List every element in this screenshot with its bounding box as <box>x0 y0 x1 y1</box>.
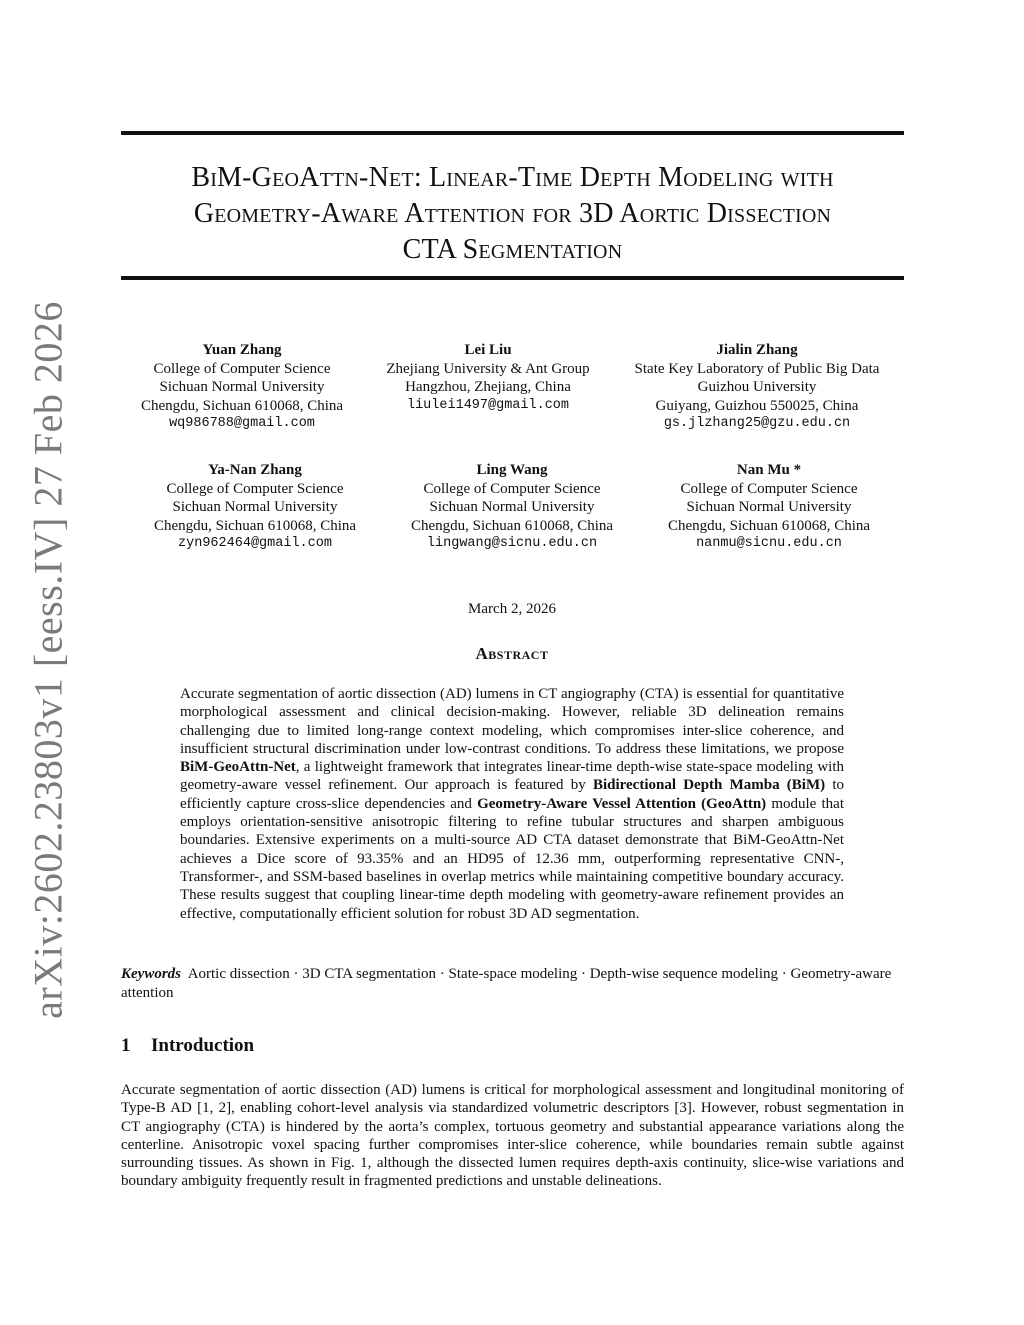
title-line: Geometry-Aware Attention for 3D Aortic Dissection <box>193 198 832 229</box>
author-block <box>624 461 914 554</box>
author-email[interactable]: wq986788@gmail.com <box>169 416 315 431</box>
author-affiliation: Chengdu, Sichuan 610068, China <box>410 517 614 534</box>
keywords <box>121 965 904 1003</box>
abstract-heading: Abstract <box>475 644 549 663</box>
author-name: Nan Mu * <box>736 462 802 478</box>
abstract-text: module that employs orientation-sensitive anisotropic filtering to refine tubular structures and sharpen ambiguous boundaries. Extensive experiments on a multi-source AD CTA dataset demonstrate that BiM-GeoAttn-Net achieves a Dice score of 93.35% and an HD95 of 12.36 mm, outperforming representative CNN-, Transformer-, and SSM-based baselines in overlap metrics while maintaining competitive boundary accuracy. These results suggest that coupling linear-time depth modeling with geometry-aware refinement provides an effective, computationally efficient solution for robust 3D AD segmentation. <box>180 795 844 922</box>
abstract-bold-term: Bidirectional Depth Mamba (BiM) <box>592 777 826 794</box>
author-email[interactable]: nanmu@sicnu.edu.cn <box>696 536 842 551</box>
author-block <box>612 341 902 434</box>
author-affiliation: State Key Laboratory of Public Big Data <box>634 360 880 377</box>
arxiv-identifier: arXiv:2602.23803v1 [eess.IV] 27 Feb 2026 <box>25 301 71 1019</box>
author-affiliation: Chengdu, Sichuan 610068, China <box>140 397 344 414</box>
author-affiliation: College of Computer Science <box>166 480 344 497</box>
author-email[interactable]: liulei1497@gmail.com <box>406 397 570 413</box>
author-name: Lei Liu <box>464 342 512 358</box>
intro-paragraph: Accurate segmentation of aortic dissection (AD) lumens is critical for morphological assessment and longitudinal monitoring of Type-B AD [1, 2], enabling cohort-level analysis via standardized volumetric descriptors [3]. However, robust segmentation in CT angiography (CTA) is hindered by the aorta’s complex, tortuous geometry and substantial appearance variations along the centerline. Anisotropic voxel spacing further compromises inter-slice coherence, while boundaries remain subtle against surrounding tissues. As shown in Fig. 1, although the dissected lumen requires depth-axis continuity, slice-wise variations and boundary ambiguity frequently result in fragmented predictions and unstable delineations. <box>121 1082 904 1190</box>
abstract-text: Accurate segmentation of aortic dissection (AD) lumens in CT angiography (CTA) is essential for quantitative morphological assessment and clinical decision-making. However, reliable 3D delineation remains challenging due to limited long-range context modeling, which compromises inter-slice coherence, and insufficient structural discrimination under low-contrast conditions. To address these limitations, we propose <box>180 686 844 757</box>
author-affiliation: Hangzhou, Zhejiang, China <box>405 379 571 395</box>
author-name: Ya-Nan Zhang <box>208 462 302 478</box>
publication-date: March 2, 2026 <box>468 601 556 617</box>
title-line: CTA Segmentation <box>402 234 623 265</box>
section-number: 1 <box>121 1035 131 1056</box>
author-affiliation: Zhejiang University & Ant Group <box>386 360 590 377</box>
keywords-label: Keywords <box>121 966 181 982</box>
paper-title <box>121 160 904 268</box>
section-heading <box>121 1035 254 1057</box>
title-line: BiM-GeoAttn-Net: Linear-Time Depth Modeling with <box>191 162 834 193</box>
author-affiliation: Sichuan Normal University <box>172 499 338 515</box>
abstract-body <box>180 685 844 923</box>
abstract-bold-term: Geometry-Aware Vessel Attention (GeoAttn) <box>477 795 767 812</box>
author-email[interactable]: gs.jlzhang25@gzu.edu.cn <box>663 416 851 431</box>
author-affiliation: Chengdu, Sichuan 610068, China <box>153 517 357 534</box>
keywords-text: Aortic dissection · 3D CTA segmentation · State-space modeling · Depth-wise sequence modeling · Geometry-aware attention <box>121 966 892 1001</box>
author-email[interactable]: lingwang@sicnu.edu.cn <box>426 536 598 551</box>
author-name: Jialin Zhang <box>716 342 798 358</box>
author-block <box>110 461 400 554</box>
title-rule-top <box>121 131 904 135</box>
author-affiliation: Sichuan Normal University <box>429 499 595 515</box>
author-affiliation: College of Computer Science <box>153 360 331 377</box>
author-affiliation: Sichuan Normal University <box>159 379 325 395</box>
section-title: Introduction <box>151 1035 255 1056</box>
author-affiliation: Sichuan Normal University <box>686 499 852 515</box>
abstract-text: , a lightweight framework that integrates linear-time depth-wise state-space modeling with geometry-aware vessel refinement. Our approach is featured by <box>180 759 844 794</box>
title-rule-bottom <box>121 276 904 280</box>
author-affiliation: Guiyang, Guizhou 550025, China <box>655 397 859 414</box>
author-block <box>367 461 657 554</box>
author-name: Ling Wang <box>476 462 548 478</box>
author-affiliation: College of Computer Science <box>423 480 601 497</box>
author-email[interactable]: zyn962464@gmail.com <box>178 536 332 551</box>
author-block <box>343 341 633 415</box>
author-affiliation: Guizhou University <box>697 379 817 395</box>
author-affiliation: Chengdu, Sichuan 610068, China <box>667 517 871 534</box>
abstract-text: to efficiently capture cross-slice dependencies and <box>180 777 845 812</box>
author-name: Yuan Zhang <box>202 342 282 358</box>
author-affiliation: College of Computer Science <box>680 480 858 497</box>
abstract-bold-term: BiM-GeoAttn-Net <box>180 759 296 776</box>
